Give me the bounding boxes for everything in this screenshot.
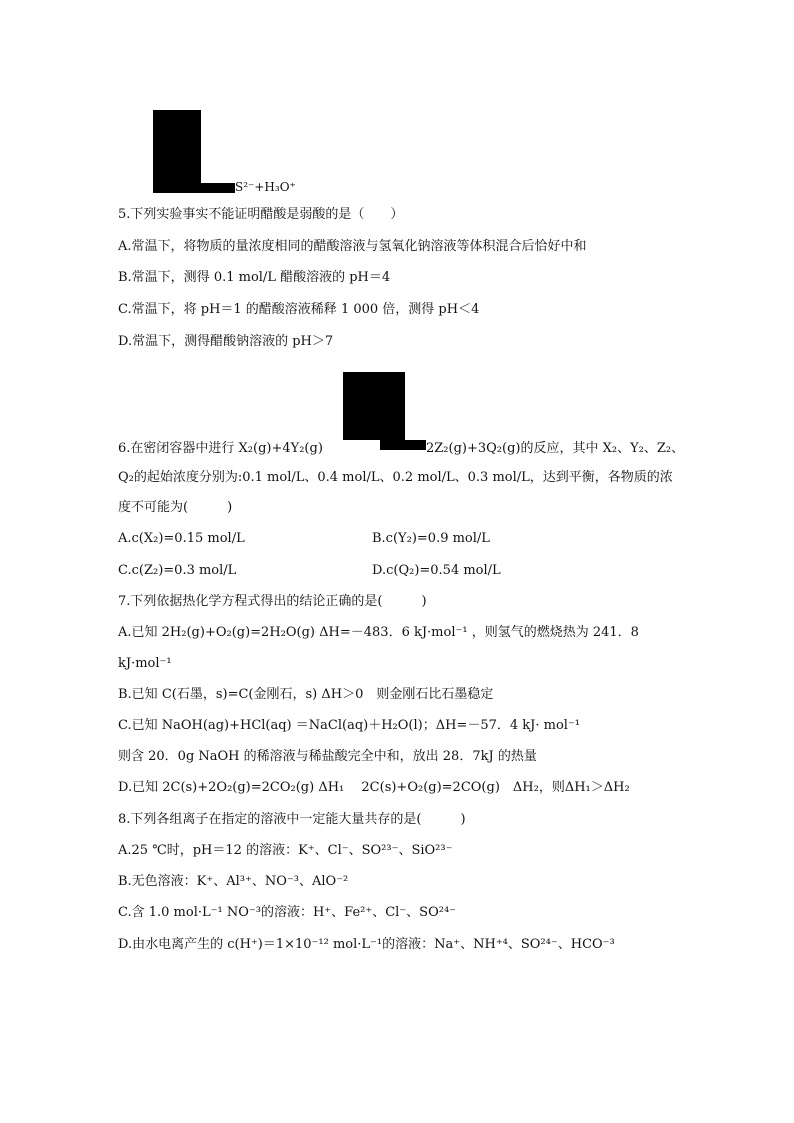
question-7-option-b: B.已知 C(石墨，s)=C(金刚石，s) ΔH＞0 则金刚石比石墨稳定 <box>118 687 494 702</box>
equation-fragment: S²⁻+H₃O⁺ <box>235 180 296 194</box>
question-8-option-a: A.25 ℃时，pH＝12 的溶液：K⁺、Cl⁻、SO²³⁻、SiO²³⁻ <box>118 843 453 858</box>
question-6-stem-line-2: Q₂的起始浓度分别为:0.1 mol/L、0.4 mol/L、0.2 mol/L、0.3 mol/L，达到平衡，各物质的浓 <box>118 470 673 485</box>
question-6-stem-left: 6.在密闭容器中进行 X₂(g)+4Y₂(g) <box>118 441 323 456</box>
question-5-option-b: B.常温下，测得 0.1 mol/L 醋酸溶液的 pH＝4 <box>118 270 391 285</box>
question-8-stem: 8.下列各组离子在指定的溶液中一定能大量共存的是( ) <box>118 812 466 827</box>
question-8-option-c: C.含 1.0 mol·L⁻¹ NO⁻³的溶液：H⁺、Fe²⁺、Cl⁻、SO²⁴⁻ <box>118 905 457 920</box>
question-6-stem-line-3: 度不可能为( ) <box>118 500 233 515</box>
question-7-option-d: D.已知 2C(s)+2O₂(g)=2CO₂(g) ΔH₁ 2C(s)+O₂(g)=2CO(g) ΔH₂，则ΔH₁＞ΔH₂ <box>118 780 630 795</box>
question-6-option-a: A.c(X₂)=0.15 mol/L <box>118 531 245 546</box>
question-7-stem: 7.下列依据热化学方程式得出的结论正确的是( ) <box>118 594 427 609</box>
question-5-option-a: A.常温下，将物质的量浓度相同的醋酸溶液与氢氧化钠溶液等体积混合后恰好中和 <box>118 239 587 254</box>
redacted-image-block-arrow <box>343 372 405 440</box>
question-5-stem: 5.下列实验事实不能证明醋酸是弱酸的是（ ） <box>118 207 404 222</box>
redacted-image-block-arrow-base <box>380 440 426 450</box>
question-7-option-c-line-2: 则含 20．0g NaOH 的稀溶液与稀盐酸完全中和，放出 28．7kJ 的热量 <box>118 749 537 764</box>
question-5-option-d: D.常温下，测得醋酸钠溶液的 pH＞7 <box>118 334 334 349</box>
question-7-option-a-line-2: kJ·mol⁻¹ <box>118 656 172 671</box>
question-7-option-a-line-1: A.已知 2H₂(g)+O₂(g)=2H₂O(g) ΔH=－483．6 kJ·mol⁻¹ ，则氢气的燃烧热为 241．8 <box>118 625 639 640</box>
redacted-image-block-top-base <box>153 183 235 193</box>
question-5-option-c: C.常温下，将 pH＝1 的醋酸溶液稀释 1 000 倍，测得 pH＜4 <box>118 302 480 317</box>
question-6-option-c: C.c(Z₂)=0.3 mol/L <box>118 563 237 578</box>
question-6-option-b: B.c(Y₂)=0.9 mol/L <box>372 531 490 546</box>
question-8-option-d: D.由水电离产生的 c(H⁺)＝1×10⁻¹² mol·L⁻¹的溶液：Na⁺、NH⁺⁴、SO²⁴⁻、HCO⁻³ <box>118 937 615 952</box>
redacted-image-block-top <box>153 110 201 183</box>
question-7-option-c-line-1: C.已知 NaOH(ag)+HCl(aq) ＝NaCl(aq)＋H₂O(l)；ΔH=－57．4 kJ· mol⁻¹ <box>118 718 581 733</box>
question-6-option-d: D.c(Q₂)=0.54 mol/L <box>372 563 501 578</box>
question-6-stem-right: 2Z₂(g)+3Q₂(g)的反应，其中 X₂、Y₂、Z₂、 <box>426 441 685 456</box>
question-8-option-b: B.无色溶液：K⁺、Al³⁺、NO⁻³、AlO⁻² <box>118 874 349 889</box>
